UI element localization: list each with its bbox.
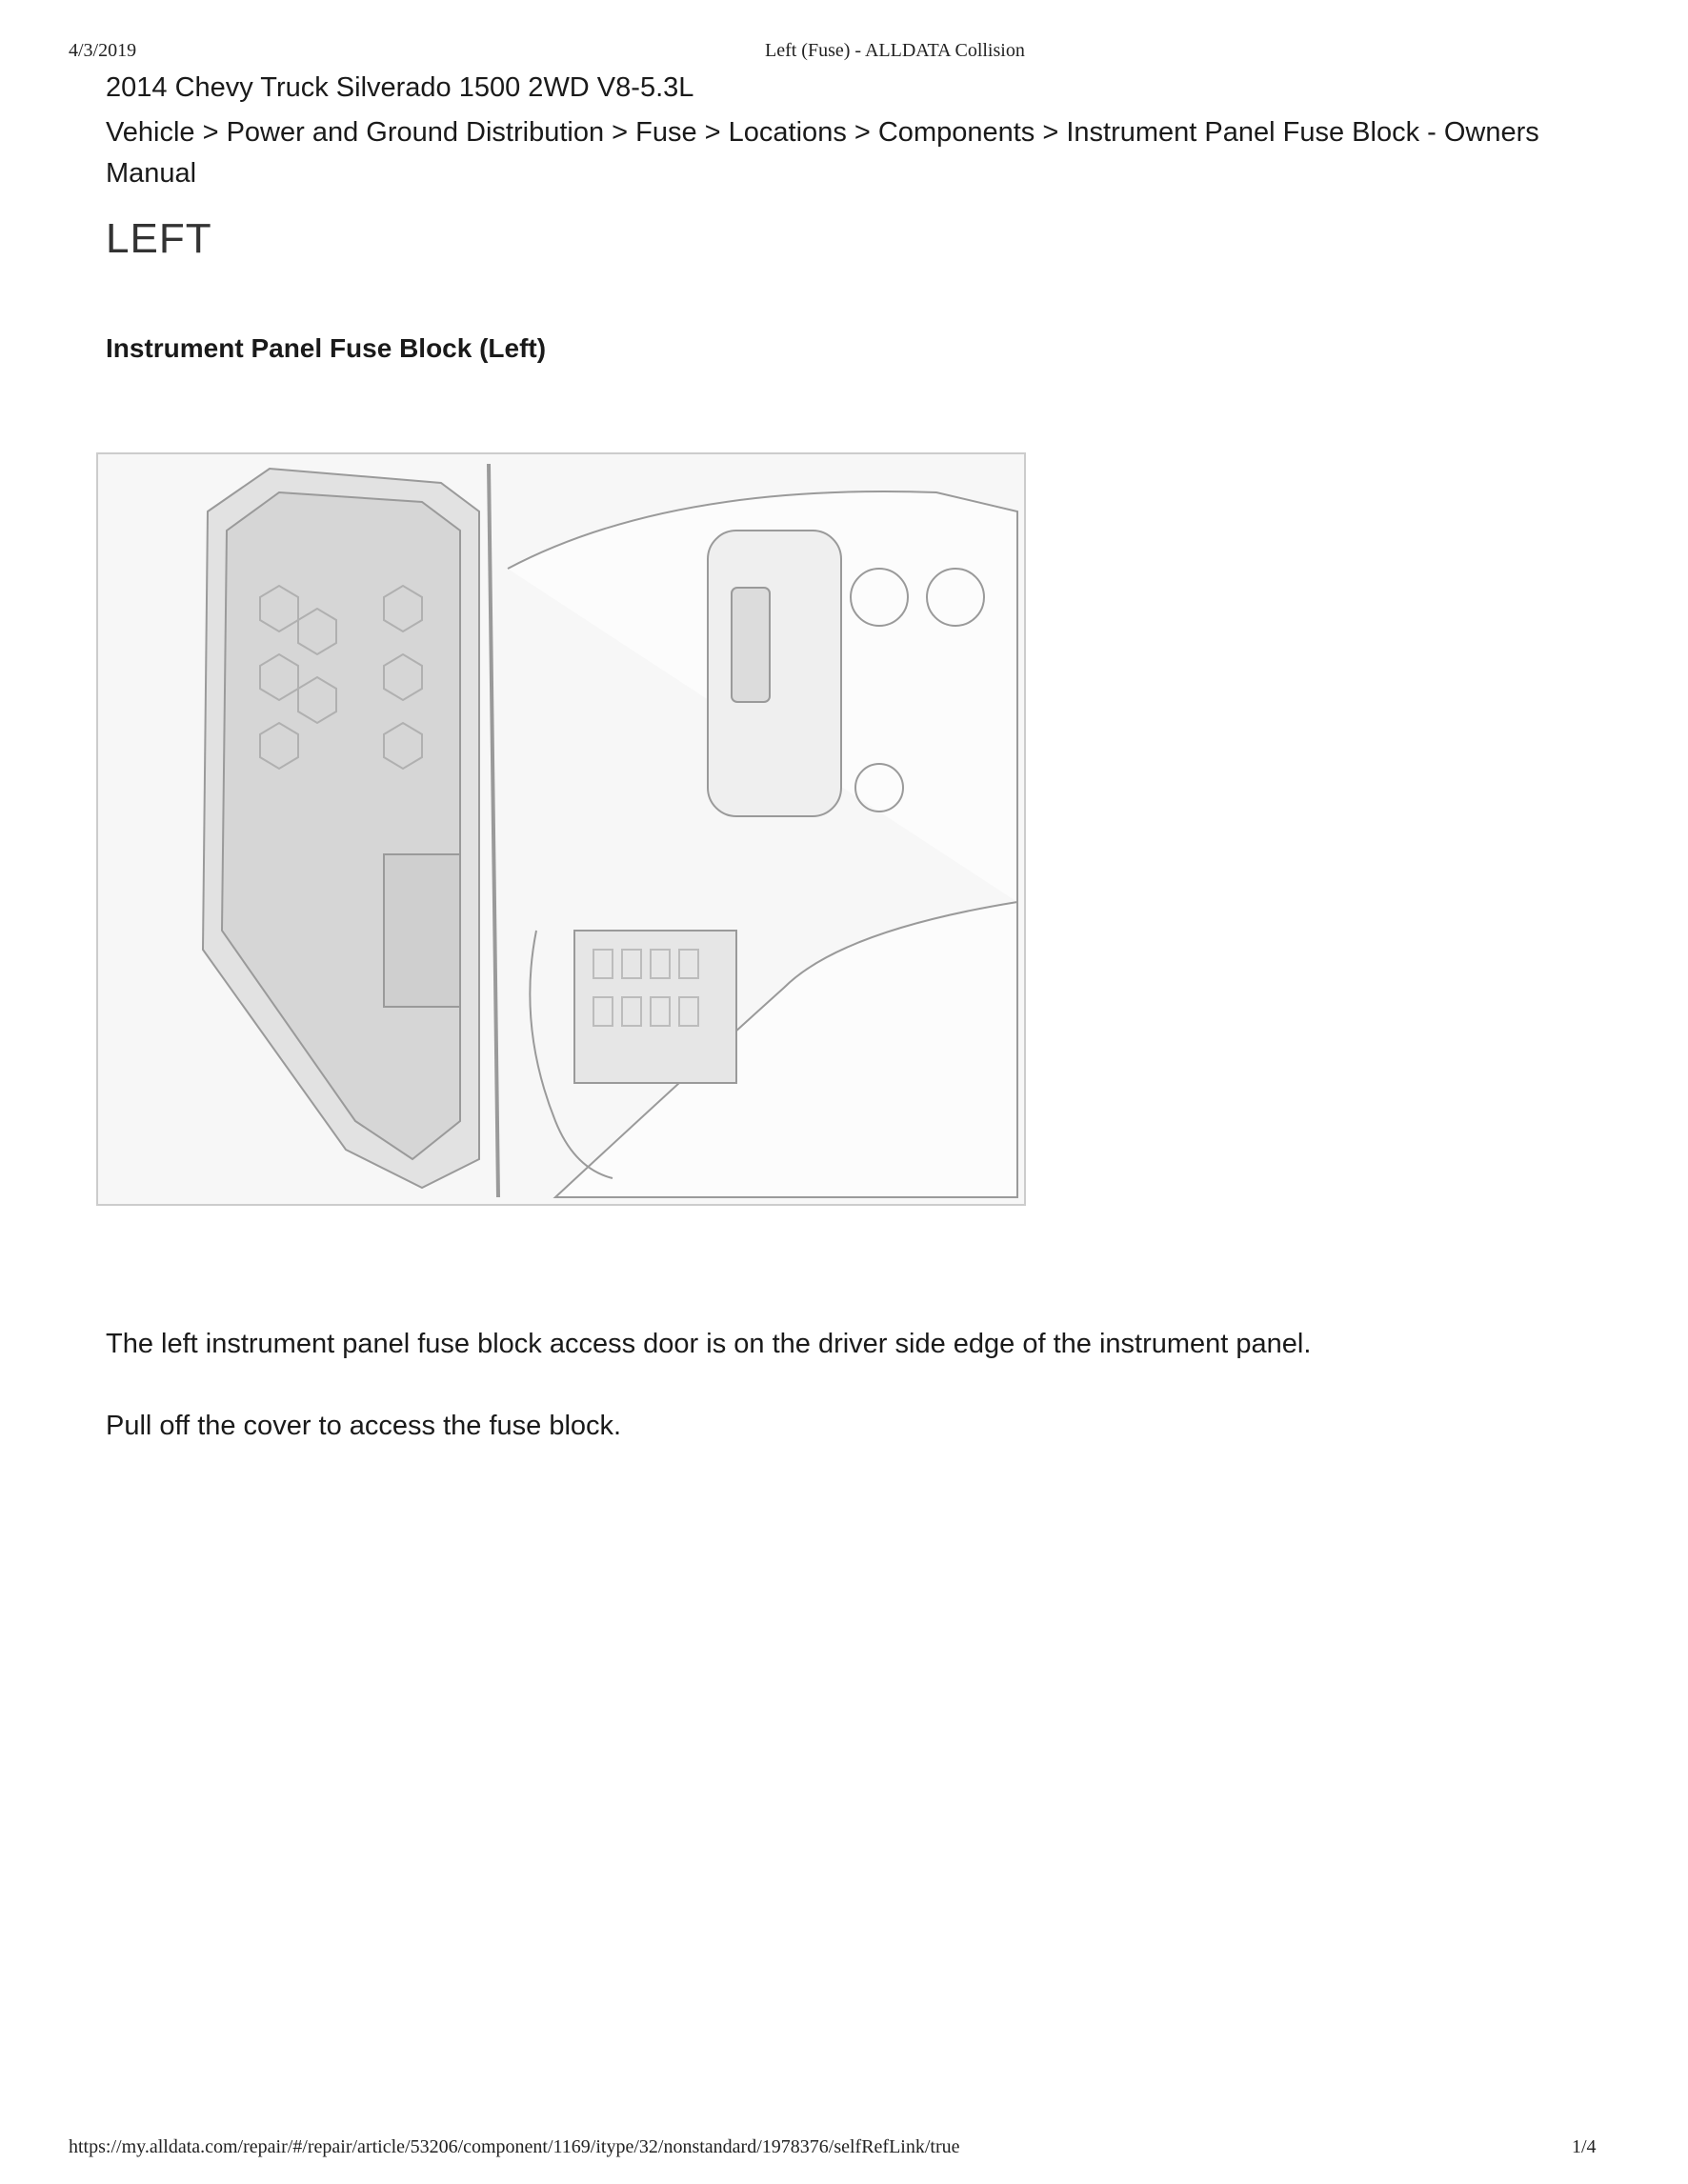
vehicle-title: 2014 Chevy Truck Silverado 1500 2WD V8-5.3L (106, 72, 694, 103)
section-title: LEFT (106, 215, 212, 262)
fuse-block-illustration (96, 452, 1026, 1206)
print-url: https://my.alldata.com/repair/#/repair/article/53206/component/1169/itype/32/nonstandard/1978376/selfRefLink/true (69, 2136, 960, 2157)
subheading: Instrument Panel Fuse Block (Left) (106, 333, 547, 363)
paragraph-door-location: The left instrument panel fuse block access door is on the driver side edge of the instrument panel. (106, 1329, 1312, 1359)
page-number: 1/4 (1572, 2136, 1597, 2157)
print-page-title: Left (Fuse) - ALLDATA Collision (765, 40, 1025, 61)
print-date: 4/3/2019 (69, 40, 137, 61)
paragraph-pull-cover: Pull off the cover to access the fuse block. (106, 1411, 622, 1441)
breadcrumb: Vehicle > Power and Ground Distribution > Fuse > Locations > Components > Instrument Panel Fuse Block - Owners Manual (106, 117, 1539, 189)
